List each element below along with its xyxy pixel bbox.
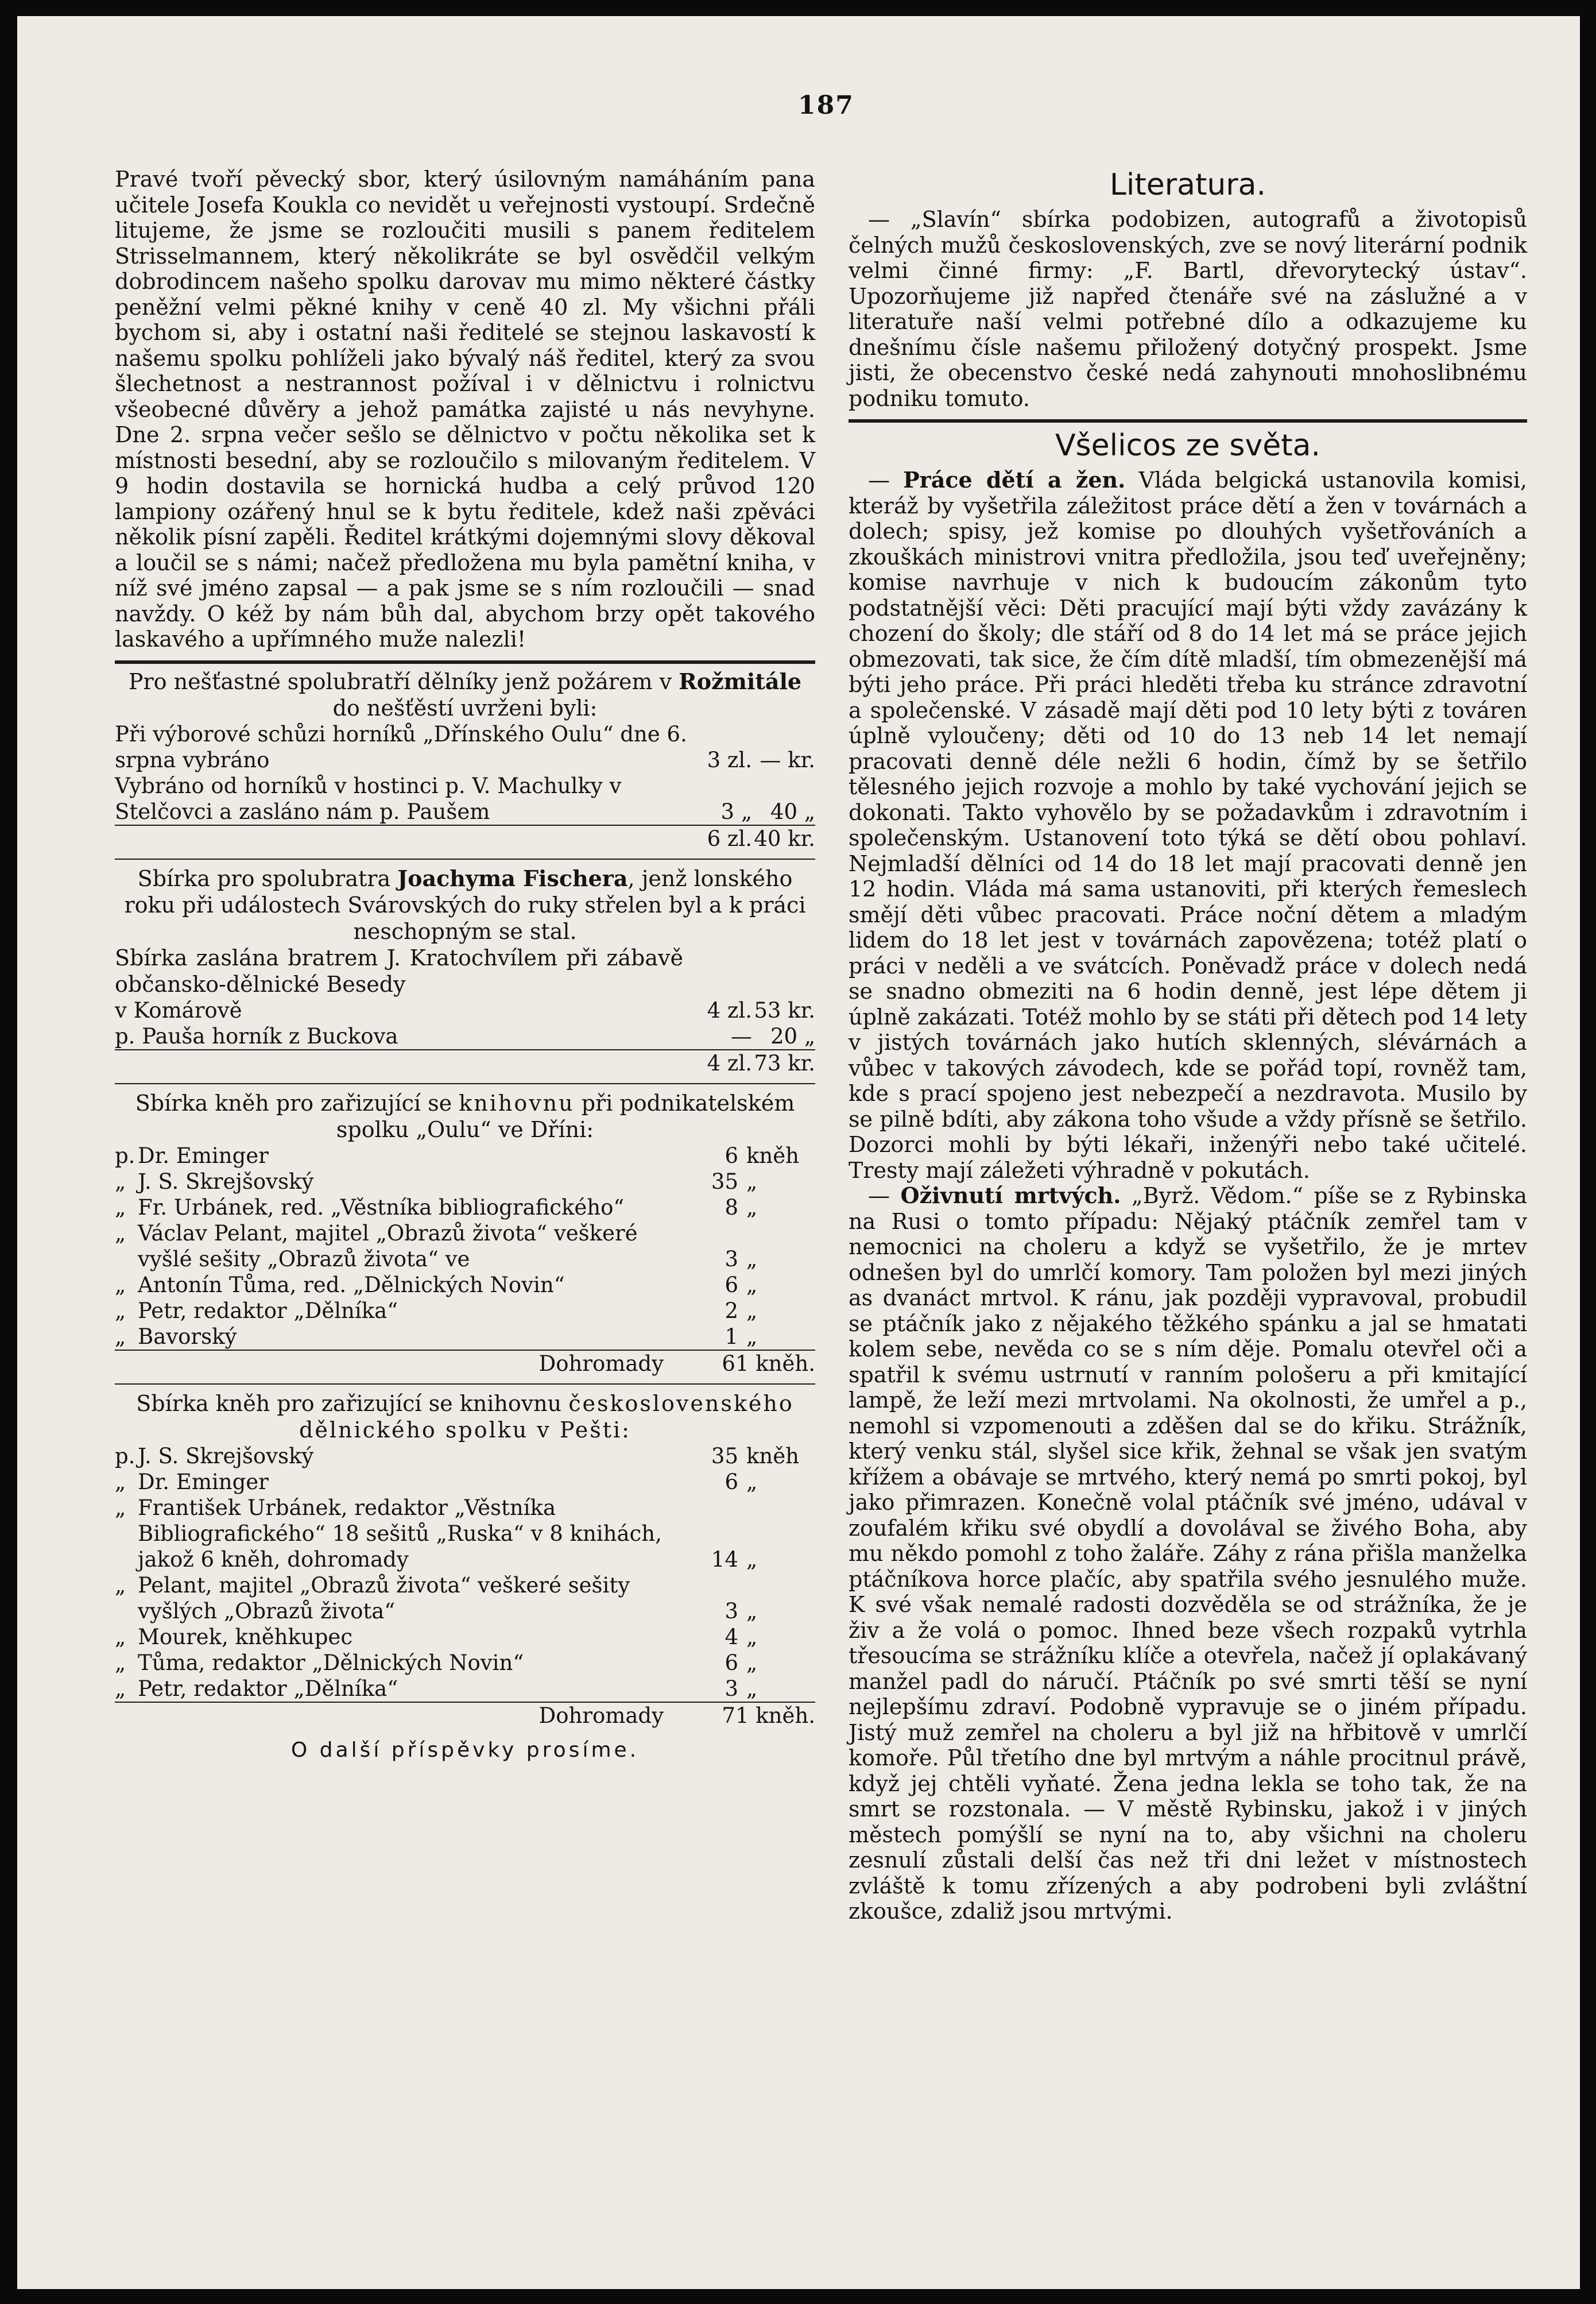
- fund-title-part: československého dělnického spolku v Pešti:: [299, 1390, 794, 1443]
- section-divider: [115, 1383, 815, 1385]
- section-divider: [849, 419, 1527, 423]
- row-desc: Petr, redaktor „Dělníka“: [138, 1676, 398, 1701]
- fund-title-part: Sbírka kněh pro zařizující se: [135, 1090, 459, 1116]
- fund-books-pest: [115, 1390, 815, 1729]
- total-count: 61 kněh.: [687, 1350, 815, 1377]
- row-bullet: „: [115, 1298, 126, 1323]
- row-bullet: „: [115, 1495, 126, 1520]
- row-kr: 40 „: [770, 799, 815, 824]
- total-label: Dohromady: [138, 1702, 687, 1729]
- row-count: 6: [725, 1650, 738, 1675]
- row-zl: 4 zl.: [707, 998, 752, 1023]
- row-bullet: „: [115, 1624, 126, 1649]
- work-article: — Práce dětí a žen. Vláda belgická ustanovila komisi, kteráž by vyšetřila záležitost práce dětí a žen v továrnách a dolech; spisy, jež komise po dlouhých vyšetřováních a zkouškách ministrovi vnitra předložila, jsou teď uveřejněny; komise navrhuje v nich k budoucím zákonům tyto podstatnější věci: Děti pracující mají býti vždy zavázány k chození do školy; dle stáří od 8 do 14 let má se práce jejich obmezovati, tak sice, že čím dítě mladší, tím obmezenější má býti jeho práce. Při práci hleděti třeba ku stránce zdravotní a společenské. V zásadě mají děti pod 10 lety býti z továren úplně vyloučeny; děti od 10 do 13 neb 14 let nemají pracovati denně déle nežli 6 hodin, čímž by se šetřilo tělesného jejich rozvoje a mohlo by také vychování jejich se dokonati. Takto vyhovělo by se požadavkům i zdravotním i společenským. Ustanovení toto týká se dětí obou pohlaví. Nejmladší dělníci od 14 do 18 let mají pracovati denně jen 12 hodin. Vláda má sama ustanoviti, při kterých řemeslech smějí děti vůbec pracovati. Práce noční dětem a mladým lidem do 18 let jest v továrnách zapovězena; totéž platí o práci v neděli a ve svátcích. Poněvadž práce v dolech nedá se snadno obmeziti na 6 hodin denně, jest lépe dětem ji úplně zakázati. Totéž mohlo by se státi při dětech pod 14 lety v jistých továrnách jako hutích sklenných, slévárnách a vůbec v takových závodech, kde se pořád topí, rovněž tam, kde s prací spojeno jest nebezpečí a nezdravota. Musilo by se pilně bdíti, aby zákona toho všude a vždy přísně se šetřilo. Dozorci mohli by býti lékaři, inženýři nebo také učitelé. Tresty mají záležeti výhradně v pokutách.: [849, 467, 1527, 1183]
- table-row: [115, 1572, 815, 1624]
- fund-rozmital-table: [115, 721, 815, 852]
- fund-title-part: Pro nešťastné spolubratří dělníky jenž požárem v: [128, 668, 679, 694]
- row-unit: „: [746, 1324, 758, 1349]
- row-zl: 3 zl.: [707, 747, 752, 772]
- total-row: [115, 1350, 815, 1377]
- table-row: [115, 998, 815, 1023]
- row-bullet: „: [115, 1194, 126, 1220]
- row-count: 6: [725, 1272, 738, 1297]
- table-row: [115, 1272, 815, 1298]
- row-unit: „: [746, 1169, 758, 1194]
- section-divider: [115, 660, 815, 664]
- row-desc: Mourek, kněhkupec: [138, 1624, 353, 1649]
- table-row: [115, 1324, 815, 1350]
- row-count: 14: [711, 1547, 738, 1572]
- dead-title: Oživnutí mrtvých.: [900, 1182, 1121, 1208]
- left-column: [115, 167, 815, 1763]
- row-bullet: „: [115, 1650, 126, 1675]
- row-kr: — kr.: [760, 747, 815, 772]
- row-count: 8: [725, 1194, 738, 1220]
- total-label: Dohromady: [138, 1350, 687, 1377]
- row-bullet: „: [115, 1572, 126, 1598]
- row-desc: Při výborové schůzi horníků „Dřínského Oulu“ dne 6. srpna vybráno: [115, 721, 687, 772]
- row-desc: Fr. Urbánek, red. „Věstníka bibliografického“: [138, 1194, 625, 1220]
- fund-rozmital-title: [115, 668, 815, 721]
- total-count: 71 kněh.: [687, 1702, 815, 1729]
- row-kr: 20 „: [770, 1023, 815, 1049]
- row-count: 2: [725, 1298, 738, 1323]
- dead-text: „Byrž. Vědom.“ píše se z Rybinska na Rusi o tomto případu: Nějaký ptáčník zemřel tam v nemocnici na choleru a když se vyšetřilo, že je mrtev odnešen byl do umrlčí komory. Tam položen byl mezi jiných as dvanáct mrtvol. K ránu, jak později vypravoval, probudil se ptáčník jako z nějakého těžkého spánku a jal se hmatati kolem sebe, nevěda co se s ním děje. Pomalu otevřel oči a spatřil k svému ustrnutí v ranním pološeru a při kmitající lampě, že leží mezi mrtvolami. Na okolnosti, že umřel a p., nemohl si vzpomenouti a zděšen dal se do křiku. Strážník, který venku stál, slyšel sice křik, žehnal se však jen svatým křížem a obávaje se mrtvého, který nemá po smrti pokoj, byl jako přimrazen. Konečně volal ptáčník své jméno, udával v zoufalém křiku své obydlí a dovolával se živého Boha, aby mu někdo pomohl z toho žaláře. Záhy z rána přišla manželka ptáčníkova horce plačíc, aby spatřila svého jesnulého muže. K své však nemalé radosti dozvěděla se od strážníka, že je živ a že volá o pomoc. Ihned beze všech rozpaků vytrhla třesoucíma se strážníku klíče a otevřela, načež jí oplakávaný manžel padl do náručí. Ptáčník po své smrti těší se nyní nejlepšímu zdraví. Podobně vypravuje se o jiném případu. Jistý muž zemřel na choleru a byl již na hřbitově v umrlčí komoře. Půl třetího dne byl mrtvým a náhle procitnul právě, když jej chtěli vyňaté. Žena jedna lekla se toho tak, že na smrt se rozstonala. — V městě Rybinsku, jakož i v jiných městech pomýšlí se nyní na to, aby všichni na choleru zesnulí zůstali delší čas než tři dni ležet v místnostech zvláště k tomu zřízených a aby podrobeni byli zvláštní zkoušce, zdaliž jsou mrtvými.: [849, 1183, 1527, 1924]
- appeal-line: O další příspěvky prosíme.: [290, 1738, 640, 1762]
- fund-books-drin-table: [115, 1143, 815, 1377]
- fund-title-name: Joachyma Fischera: [397, 865, 628, 891]
- row-desc: Bavorský: [138, 1324, 237, 1349]
- fund-title-part: do nešťěstí uvrženi byli:: [332, 695, 598, 721]
- fund-title-place: Rožmitále: [679, 668, 802, 694]
- row-unit: „: [746, 1469, 758, 1494]
- row-count: 3: [725, 1676, 738, 1701]
- row-desc: v Komárově: [115, 998, 242, 1023]
- row-unit: „: [746, 1650, 758, 1675]
- row-unit: „: [746, 1547, 758, 1572]
- fund-fischer: [115, 865, 815, 1076]
- table-row: [115, 1624, 815, 1650]
- row-desc: Petr, redaktor „Dělníka“: [138, 1298, 398, 1323]
- row-desc: p. Pauša horník z Buckova: [115, 1023, 398, 1049]
- table-row: [115, 1169, 815, 1194]
- section-divider: [115, 859, 815, 860]
- row-bullet: „: [115, 1169, 126, 1194]
- row-unit: „: [746, 1676, 758, 1701]
- fund-fischer-intro: Sbírka zaslána bratrem J. Kratochvílem při zábavě občansko-dělnické Besedy: [115, 945, 683, 997]
- row-count: 35: [711, 1443, 738, 1468]
- fund-books-drin-title: [115, 1090, 815, 1143]
- total-zl: 6 zl.: [700, 825, 752, 852]
- row-desc: Pelant, majitel „Obrazů života“ veškeré sešity vyšlých „Obrazů života“: [138, 1572, 630, 1623]
- table-row: [115, 1676, 815, 1702]
- total-row: [115, 1050, 815, 1076]
- row-count: 1: [725, 1324, 738, 1349]
- fund-books-pest-title: [115, 1390, 815, 1443]
- fund-fischer-table: [115, 998, 815, 1076]
- row-bullet: „: [115, 1469, 126, 1494]
- table-row: [115, 1495, 815, 1572]
- fund-title-part: knihovnu: [459, 1090, 575, 1116]
- table-row: [115, 773, 815, 825]
- row-count: 6: [725, 1469, 738, 1494]
- row-zl: 3 „: [720, 799, 752, 824]
- row-desc: Václav Pelant, majitel „Obrazů života“ veškeré vyšlé sešity „Obrazů života“ ve: [138, 1220, 638, 1271]
- fund-title-part: Sbírka pro spolubratra: [137, 865, 398, 891]
- literature-heading: Literatura.: [1109, 168, 1266, 202]
- fund-title-part: při podnikatelském spolku „Oulu“ ve Dříni:: [336, 1090, 795, 1142]
- row-bullet: „: [115, 1676, 126, 1701]
- row-bullet: p.: [115, 1443, 135, 1468]
- row-unit: „: [746, 1194, 758, 1220]
- table-row: [115, 1298, 815, 1324]
- table-row: [115, 1650, 815, 1676]
- total-kr: 40 kr.: [752, 825, 815, 852]
- total-row: [115, 1702, 815, 1729]
- row-bullet: „: [115, 1272, 126, 1297]
- row-unit: „: [746, 1246, 758, 1271]
- row-desc: Dr. Eminger: [138, 1469, 269, 1494]
- fund-rozmital: [115, 668, 815, 852]
- row-unit: kněh: [746, 1443, 799, 1468]
- fund-title-part: , jenž lonského roku při událostech Svárovských do ruky střelen byl a k práci neschopným se stal.: [124, 865, 806, 944]
- total-kr: 73 kr.: [752, 1050, 815, 1076]
- work-text: Vláda belgická ustanovila komisi, kteráž by vyšetřila záležitost práce dětí a žen v továrnách a dolech; spisy, jež komise po dlouhých vyšetřováních a zkouškách ministrovi vnitra předložila, jsou teď uveřejněny; komise navrhuje v nich k budoucím zákonům tyto podstatnější věci: Děti pracující mají býti vždy zavázány k chození do školy; dle stáří od 8 do 14 let má se práce jejich obmezovati, tak sice, že čím dítě mladší, tím obmezenější má býti jeho práce. Při práci hleděti třeba ku stránce zdravotní a společenské. V zásadě mají děti pod 10 lety býti z továren úplně vyloučeny; děti od 10 do 13 neb 14 let nemají pracovati denně déle nežli 6 hodin, čímž by se šetřilo tělesného jejich rozvoje a mohlo by také vychování jejich se dokonati. Takto vyhovělo by se požadavkům i zdravotním i společenským. Ustanovení toto týká se dětí obou pohlaví. Nejmladší dělníci od 14 do 18 let mají pracovati denně jen 12 hodin. Vláda má sama ustanoviti, při kterých řemeslech smějí děti vůbec pracovati. Práce noční dětem a mladým lidem do 18 let jest v továrnách zapovězena; totéž platí o práci v neděli a ve svátcích. Poněvadž práce v dolech nedá se snadno obmeziti na 6 hodin denně, jest lépe dětem ji úplně zakázati. Totéž mohlo by se státi při dětech pod 14 lety v jistých továrnách jako hutích sklenných, slévárnách a vůbec v takových závodech, kde se pořád topí, rovněž tam, kde s prací spojeno jest nebezpečí a nezdravota. Musilo by se pilně bdíti, aby zákona toho všude a vždy přísně se šetřilo. Dozorci mohli by býti lékaři, inženýři nebo také učitelé. Tresty mají záležeti výhradně v pokutách.: [849, 467, 1527, 1183]
- row-unit: „: [746, 1272, 758, 1297]
- intro-paragraph: Pravé tvoří pěvecký sbor, který úsilovným namáháním pana učitele Josefa Koukla co nevidět u veřejnosti vystoupí. Srdečně litujeme, že jsme se rozloučiti musili s panem ředitelem Strisselmannem, který několikráte se byl osvědčil velkým dobrodincem našeho spolku darovav mu mimo některé částky peněžní velmi pěkné knihy v ceně 40 zl. My všichni přáli bychom si, aby i ostatní naši ředitelé se stejnou laskavostí k našemu spolku pohlíželi jako bývalý náš ředitel, který za svou šlechetnost a nestrannost požíval i v dělnictvu i rolnictvu všeobecné důvěry a jehož památka zajisté u nás nevyhyne. Dne 2. srpna večer sešlo se dělnictvo v počtu několika set k místnosti besední, aby se rozloučilo s milovaným ředitelem. V 9 hodin dostavila se hornická hudba a celý průvod 120 lampiony ozářený hnul se k bytu ředitele, kdež naši zpěváci několik písní zapěli. Ředitel krátkými dojemnými slovy děkoval a loučil se s námi; načež předložena mu byla pamětní kniha, v níž své jméno zapsal — a pak jsme se s ním rozloučili — snad navždy. O kéž by nám bůh dal, abychom brzy opět takového laskavého a upřímného muže nalezli!: [115, 167, 815, 652]
- row-desc: Vybráno od horníků v hostinci p. V. Machulky v Stelčovci a zasláno nám p. Paušem: [115, 773, 622, 824]
- newspaper-page: [17, 16, 1580, 2289]
- table-row: [115, 1469, 815, 1495]
- fund-books-drin: [115, 1090, 815, 1377]
- fund-books-pest-table: [115, 1443, 815, 1729]
- row-desc: J. S. Skrejšovský: [138, 1169, 314, 1194]
- table-row: [115, 1023, 815, 1050]
- right-column: [849, 167, 1527, 1924]
- row-zl: —: [731, 1023, 752, 1049]
- row-bullet: p.: [115, 1143, 135, 1168]
- row-kr: 53 kr.: [754, 998, 815, 1023]
- table-row: [115, 1194, 815, 1220]
- row-unit: „: [746, 1598, 758, 1623]
- world-heading: Všelicos ze světa.: [1055, 428, 1321, 463]
- row-desc: Tůma, redaktor „Dělnických Novin“: [138, 1650, 524, 1675]
- row-bullet: „: [115, 1220, 126, 1246]
- row-count: 3: [725, 1598, 738, 1623]
- row-unit: „: [746, 1624, 758, 1649]
- row-count: 3: [725, 1246, 738, 1271]
- table-row: [115, 721, 815, 773]
- row-unit: „: [746, 1298, 758, 1323]
- row-bullet: „: [115, 1324, 126, 1349]
- fund-fischer-title: [115, 865, 815, 945]
- row-count: 6: [725, 1143, 738, 1168]
- table-row: [115, 1220, 815, 1272]
- row-desc: Dr. Eminger: [138, 1143, 269, 1168]
- page-number: 187: [798, 91, 854, 120]
- row-count: 35: [711, 1169, 738, 1194]
- total-row: [115, 825, 815, 852]
- fund-title-part: Sbírka kněh pro zařizující se knihovnu: [136, 1390, 569, 1416]
- work-title: Práce dětí a žen.: [903, 467, 1126, 493]
- literature-text: — „Slavín“ sbírka podobizen, autografů a životopisů čelných mužů československých, zve se nový literární podnik velmi činné firmy: „F. Bartl, dřevorytecký ústav“. Upozorňujeme již napřed čtenáře své na záslužné a v literatuře naší velmi potřebné dílo a odkazujeme ku dnešnímu čísle našemu přiložený dotyčný prospekt. Jsme jisti, že obecenstvo české nedá zahynouti mnohoslibnému podniku tomuto.: [849, 207, 1527, 411]
- table-row: [115, 1143, 815, 1169]
- row-desc: František Urbánek, redaktor „Věstníka Bibliografického“ 18 sešitů „Ruska“ v 8 knihách, jakož 6 kněh, dohromady: [138, 1495, 662, 1572]
- table-row: [115, 1443, 815, 1469]
- dead-article: — Oživnutí mrtvých. „Byrž. Vědom.“ píše se z Rybinska na Rusi o tomto případu: Nějaký ptáčník zemřel tam v nemocnici na choleru a když se vyšetřilo, že je mrtev odnešen byl do umrlčí komory. Tam položen byl mezi jiných as dvanáct mrtvol. K ránu, jak později vypravoval, probudil se ptáčník jako z nějakého těžkého spánku a jal se hmatati kolem sebe, nevěda co se s ním děje. Pomalu otevřel oči a spatřil k svému ustrnutí v ranním pološeru a při kmitající lampě, že leží mezi mrtvolami. Na okolnosti, že umřel a p., nemohl si vzpomenouti a zděšen dal se do křiku. Strážník, který venku stál, slyšel sice křik, žehnal se však jen svatým křížem a obávaje se mrtvého, který nemá po smrti pokoj, byl jako přimrazen. Konečně volal ptáčník své jméno, udával v zoufalém křiku své obydlí a dovolával se živého Boha, aby mu někdo pomohl z toho žaláře. Záhy z rána přišla manželka ptáčníkova horce plačíc, aby spatřila svého jesnulého muže. K své však nemalé radosti dozvěděla se od strážníka, že je živ a že volá o pomoc. Ihned beze všech rozpaků vytrhla třesoucíma se strážníku klíče a otevřela, načež jí oplakávaný manžel padl do náručí. Ptáčník po své smrti těší se nyní nejlepšímu zdraví. Podobně vypravuje se o jiném případu. Jistý muž zemřel na choleru a byl již na hřbitově v umrlčí komoře. Půl třetího dne byl mrtvým a náhle procitnul právě, když jej chtěli vyňaté. Žena jedna lekla se toho tak, že na smrt se rozstonala. — V městě Rybinsku, jakož i v jiných městech pomýšlí se nyní na to, aby všichni na choleru zesnulí zůstali delší čas než tři dni ležet v místnostech zvláště k tomu zřízených a aby podrobeni byli zvláštní zkoušce, zdaliž jsou mrtvými.: [849, 1182, 1527, 1924]
- row-count: 4: [725, 1624, 738, 1649]
- row-desc: Antonín Tůma, red. „Dělnických Novin“: [138, 1272, 565, 1297]
- row-unit: kněh: [746, 1143, 799, 1168]
- row-desc: J. S. Skrejšovský: [138, 1443, 314, 1468]
- section-divider: [115, 1083, 815, 1084]
- total-zl: 4 zl.: [700, 1050, 752, 1076]
